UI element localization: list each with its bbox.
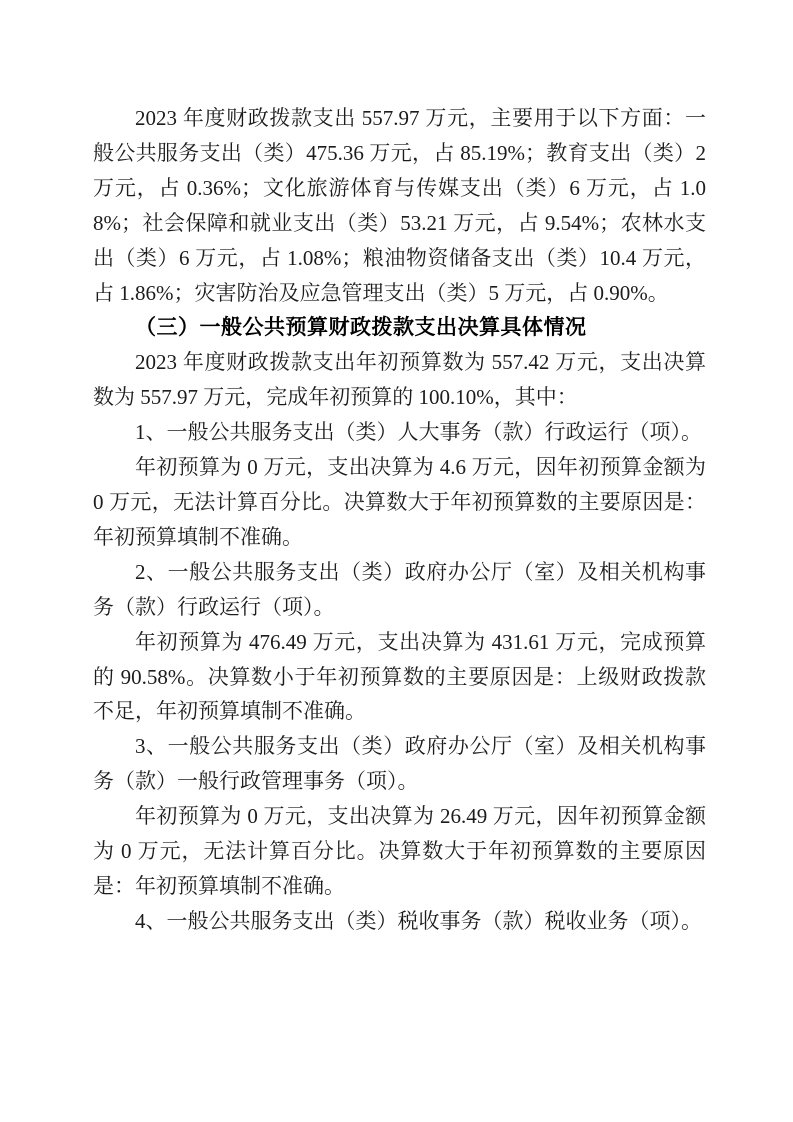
paragraph-item-4-title: 4、一般公共服务支出（类）税收事务（款）税收业务（项）。	[135, 908, 702, 933]
paragraph-item-2-title: 2、一般公共服务支出（类）政府办公厅（室）及相关机构事务（款）行政运行（项）。	[93, 559, 706, 619]
paragraph-budget-vs-final-accounts: 2023 年度财政拨款支出年初预算数为 557.42 万元，支出决算数为 557.97 万元，完成年初预算的 100.10%，其中：	[93, 350, 706, 410]
paragraph-item-1-detail: 年初预算为 0 万元，支出决算为 4.6 万元，因年初预算金额为 0 万元，无法计算百分比。决算数大于年初预算数的主要原因是：年初预算填制不准确。	[93, 455, 706, 549]
section-heading-general-public-budget-expenditure-details: （三）一般公共预算财政拨款支出决算具体情况	[135, 315, 587, 340]
paragraph-item-1-title: 1、一般公共服务支出（类）人大事务（款）行政运行（项）。	[135, 420, 702, 445]
paragraph-item-3-title: 3、一般公共服务支出（类）政府办公厅（室）及相关机构事务（款）一般行政管理事务（项）。	[93, 734, 706, 794]
paragraph-expenditure-overview: 2023 年度财政拨款支出 557.97 万元，主要用于以下方面：一般公共服务支出（类）475.36 万元，占 85.19%；教育支出（类）2 万元，占 0.36%；文化旅游体育与传媒支出（类）6 万元，占 1.08%；社会保障和就业支出（类）53.21 万元，占 9.54%；农林水支出（类）6 万元，占 1.08%；粮油物资储备支出（类）10.4 万元，占 1.86%；灾害防治及应急管理支出（类）5 万元，占 0.90%。	[93, 106, 706, 305]
document-content	[93, 101, 706, 939]
paragraph-item-2-detail: 年初预算为 476.49 万元，支出决算为 431.61 万元，完成预算的 90.58%。决算数小于年初预算数的主要原因是：上级财政拨款不足，年初预算填制不准确。	[93, 629, 706, 724]
paragraph-item-3-detail: 年初预算为 0 万元，支出决算为 26.49 万元，因年初预算金额为 0 万元，无法计算百分比。决算数大于年初预算数的主要原因是：年初预算填制不准确。	[93, 804, 706, 898]
